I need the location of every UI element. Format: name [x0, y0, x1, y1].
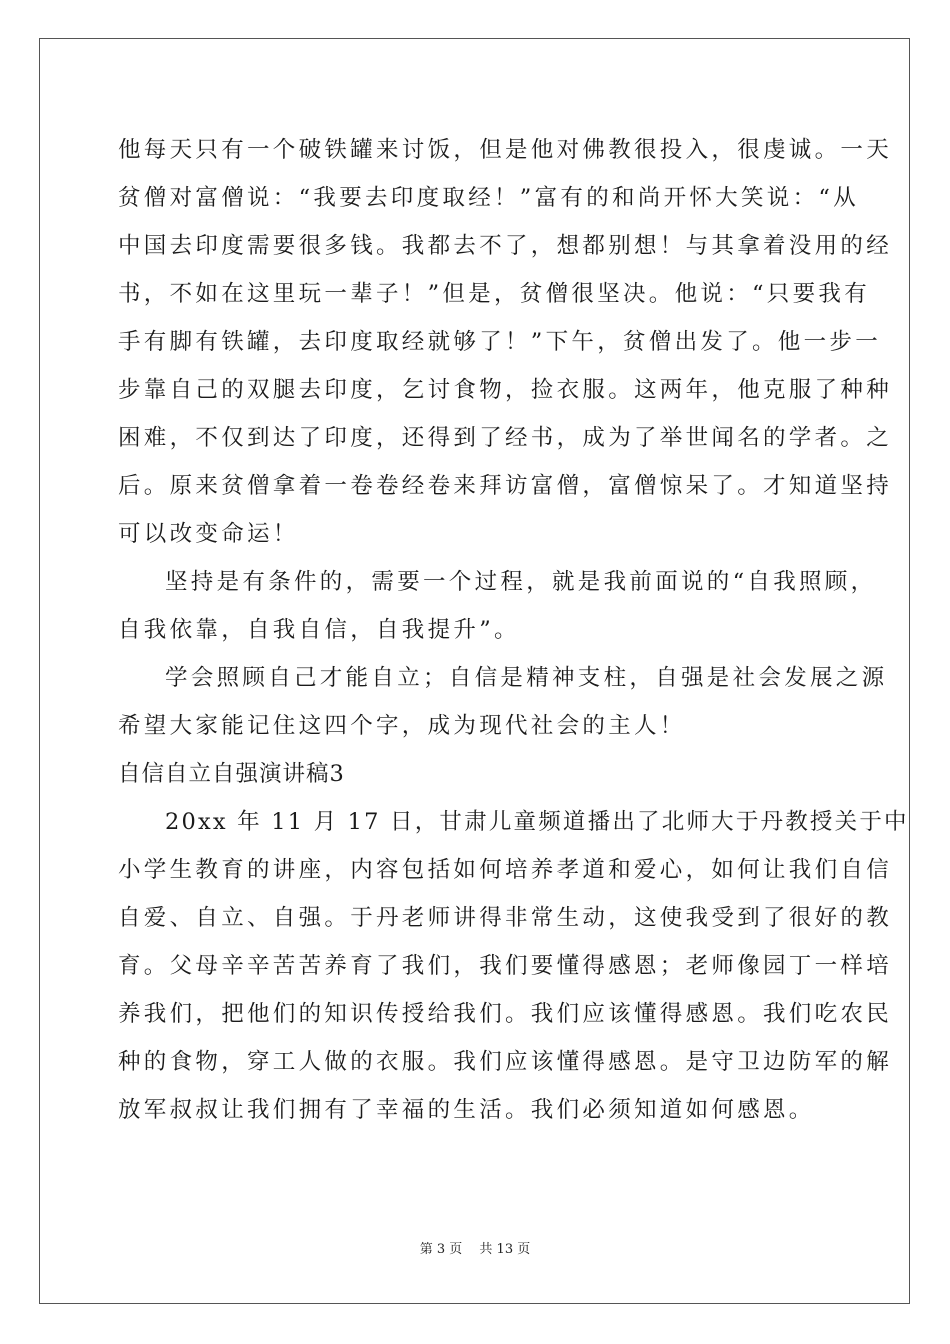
paragraph-start-line: 学会照顾自己才能自立；自信是精神支柱，自强是社会发展之源 [165, 665, 888, 691]
text-line: 他每天只有一个破铁罐来讨饭，但是他对佛教很投入，很虔诚。一天 [118, 137, 893, 163]
paragraph-start-line: 坚持是有条件的，需要一个过程，就是我前面说的“自我照顾， [165, 569, 877, 595]
page-number: 第 3 页 共 13 页 [419, 1242, 531, 1257]
text-line: 中国去印度需要很多钱。我都去不了，想都别想！与其拿着没用的经 [118, 233, 893, 259]
text-line: 后。原来贫僧拿着一卷卷经卷来拜访富僧，富僧惊呆了。才知道坚持 [118, 473, 893, 499]
text-line: 种的食物，穿工人做的衣服。我们应该懂得感恩。是守卫边防军的解 [118, 1049, 893, 1075]
text-line: 困难，不仅到达了印度，还得到了经书，成为了举世闻名的学者。之 [118, 425, 893, 451]
text-line: 可以改变命运！ [118, 521, 299, 547]
text-line: 自爱、自立、自强。于丹老师讲得非常生动，这使我受到了很好的教 [118, 905, 893, 931]
document-body [118, 126, 909, 1134]
text-line: 手有脚有铁罐，去印度取经就够了！”下午，贫僧出发了。他一步一 [118, 329, 882, 355]
text-line: 放军叔叔让我们拥有了幸福的生活。我们必须知道如何感恩。 [118, 1097, 815, 1123]
text-line: 养我们，把他们的知识传授给我们。我们应该懂得感恩。我们吃农民 [118, 1001, 893, 1027]
text-line: 书，不如在这里玩一辈子！”但是，贫僧很坚决。他说：“只要我有 [118, 281, 871, 307]
text-line: 育。父母辛辛苦苦养育了我们，我们要懂得感恩；老师像园丁一样培 [118, 953, 893, 979]
section-heading: 自信自立自强演讲稿3 [118, 761, 345, 787]
text-line: 希望大家能记住这四个字，成为现代社会的主人！ [118, 713, 686, 739]
text-line: 步靠自己的双腿去印度，乞讨食物，捡衣服。这两年，他克服了种种 [118, 377, 893, 403]
paragraph-start-line: 20xx 年 11 月 17 日，甘肃儿童频道播出了北师大于丹教授关于中 [165, 809, 909, 835]
text-line: 自我依靠，自我自信，自我提升”。 [118, 617, 520, 643]
text-line: 贫僧对富僧说：“我要去印度取经！”富有的和尚开怀大笑说：“从 [118, 185, 860, 211]
text-line: 小学生教育的讲座，内容包括如何培养孝道和爱心，如何让我们自信 [118, 857, 893, 883]
